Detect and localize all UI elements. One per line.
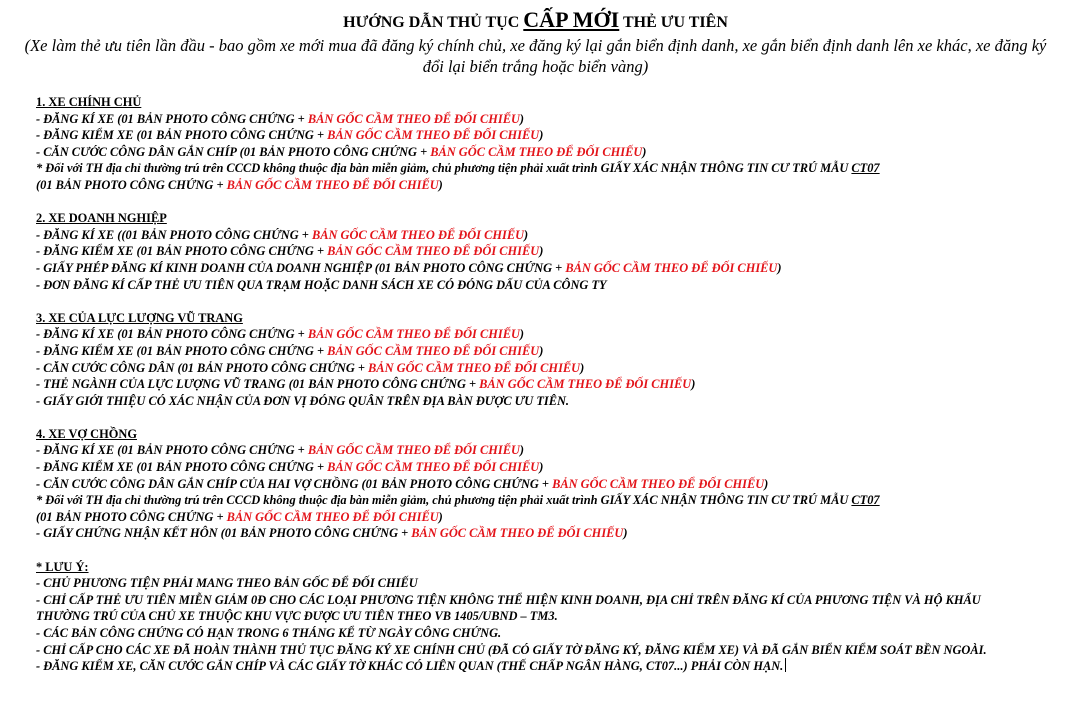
original-copy-note: BẢN GỐC CẦM THEO ĐỂ ĐỐI CHIẾU xyxy=(479,377,692,392)
section-heading-private-vehicle: 1. XE CHÍNH CHỦ xyxy=(36,95,142,109)
original-copy-note: BẢN GỐC CẦM THEO ĐỂ ĐỐI CHIẾU xyxy=(307,111,520,126)
original-copy-note: BẢN GỐC CẦM THEO ĐỂ ĐỐI CHIẾU xyxy=(411,526,624,541)
original-copy-note: BẢN GỐC CẦM THEO ĐỂ ĐỐI CHIẾU xyxy=(368,360,581,375)
close-paren: ) xyxy=(438,509,443,524)
title-after: THẺ ƯU TIÊN xyxy=(619,14,728,31)
original-copy-note: BẢN GỐC CẦM THEO ĐỂ ĐỐI CHIẾU xyxy=(565,260,778,275)
requirement-line: - GIẤY GIỚI THIỆU CÓ XÁC NHẬN CỦA ĐƠN VỊ ĐÓNG QUÂN TRÊN ĐỊA BÀN ĐƯỢC ƯU TIÊN. xyxy=(36,393,570,408)
residence-note xyxy=(36,492,1036,509)
close-paren: ) xyxy=(539,460,544,475)
requirement-line xyxy=(36,343,1036,360)
original-copy-note: BẢN GỐC CẦM THEO ĐỂ ĐỐI CHIẾU xyxy=(327,343,540,358)
notes-heading: * LƯU Ý: xyxy=(36,559,89,574)
note-line: - CHỈ CẤP THẺ ƯU TIÊN MIỄN GIẢM 0Đ CHO CÁC LOẠI PHƯƠNG TIỆN KHÔNG THỂ HIỆN KINH DOANH, ĐỊA CHỈ TRÊN ĐĂNG KÍ CỦA PHƯƠNG TIỆN VÀ HỘ KHẨU THƯỜNG TRÚ CỦA CHỦ XE THUỘC KHU VỰC ĐƯỢC ƯU TIÊN THEO VB 1405/UBND – TM3. xyxy=(36,592,981,624)
original-copy-note: BẢN GỐC CẦM THEO ĐỂ ĐỐI CHIẾU xyxy=(226,509,439,524)
requirement-text: - ĐĂNG KÍ XE (01 BẢN PHOTO CÔNG CHỨNG + xyxy=(36,327,308,342)
requirement-text: (01 BẢN PHOTO CÔNG CHỨNG + xyxy=(36,177,227,192)
requirement-line xyxy=(36,459,1036,476)
section-heading-armed-forces-vehicle: 3. XE CỦA LỰC LƯỢNG VŨ TRANG xyxy=(36,310,243,325)
note-text: - ĐĂNG KIỂM XE, CĂN CƯỚC GẮN CHÍP VÀ CÁC GIẤY TỜ KHÁC CÓ LIÊN QUAN (THẾ CHẤP NGÂN HÀNG, CT07...) PHẢI CÒN HẠN. xyxy=(36,659,784,674)
close-paren: ) xyxy=(519,443,525,458)
close-paren: ) xyxy=(764,476,769,491)
original-copy-note: BẢN GỐC CẦM THEO ĐỂ ĐỐI CHIẾU xyxy=(430,144,643,159)
document-title xyxy=(0,8,1071,35)
requirement-line xyxy=(36,525,1036,542)
document-body xyxy=(36,94,1036,675)
note-line: - CHỈ CẤP CHO CÁC XE ĐÃ HOÀN THÀNH THỦ TỤC ĐĂNG KÝ XE CHÍNH CHỦ (ĐÃ CÓ GIẤY TỜ ĐĂNG KÝ, ĐĂNG KIỂM XE) VÀ ĐÃ GẮN BIỂN KIỂM SOÁT BỀN NGOÀI. xyxy=(36,642,987,657)
original-copy-note: BẢN GỐC CẦM THEO ĐỂ ĐỐI CHIẾU xyxy=(327,460,540,475)
close-paren: ) xyxy=(777,260,782,275)
requirement-line xyxy=(36,243,1036,260)
requirement-text: - ĐĂNG KÍ XE (01 BẢN PHOTO CÔNG CHỨNG + xyxy=(36,443,308,458)
residence-note xyxy=(36,160,1036,177)
requirement-text: - ĐĂNG KÍ XE (01 BẢN PHOTO CÔNG CHỨNG + xyxy=(36,111,308,126)
original-copy-note: BẢN GỐC CẦM THEO ĐỂ ĐỐI CHIẾU xyxy=(307,327,520,342)
document-subtitle: (Xe làm thẻ ưu tiên lần đầu - bao gồm xe mới mua đã đăng ký chính chủ, xe đăng ký lại gắn biển định danh, xe gắn biển định danh lên xe khác, xe đăng ký đổi lại biển trắng hoặc biển vàng) xyxy=(24,36,1047,76)
title-emphasis: CẤP MỚI xyxy=(523,7,620,32)
note-line: - CHỦ PHƯƠNG TIỆN PHẢI MANG THEO BẢN GỐC ĐỂ ĐỐI CHIẾU xyxy=(36,576,418,591)
close-paren: ) xyxy=(519,327,525,342)
original-copy-note: BẢN GỐC CẦM THEO ĐỂ ĐỐI CHIẾU xyxy=(307,443,520,458)
note-line: - CÁC BẢN CÔNG CHỨNG CÓ HẠN TRONG 6 THÁNG KỂ TỪ NGÀY CÔNG CHỨNG. xyxy=(36,626,502,640)
requirement-text: - ĐĂNG KÍ XE ((01 BẢN PHOTO CÔNG CHỨNG + xyxy=(36,227,312,242)
title-before: HƯỚNG DẪN THỦ TỤC xyxy=(343,14,524,31)
form-code: CT07 xyxy=(851,493,880,508)
requirement-line xyxy=(36,127,1036,144)
requirement-text: - ĐĂNG KIỂM XE (01 BẢN PHOTO CÔNG CHỨNG + xyxy=(36,343,328,358)
original-copy-note: BẢN GỐC CẦM THEO ĐỂ ĐỐI CHIẾU xyxy=(327,128,540,143)
section-heading-spouse-vehicle: 4. XE VỢ CHỒNG xyxy=(36,426,137,441)
requirement-text: (01 BẢN PHOTO CÔNG CHỨNG + xyxy=(36,509,227,524)
requirement-text: - GIẤY CHỨNG NHẬN KẾT HÔN (01 BẢN PHOTO CÔNG CHỨNG + xyxy=(36,526,412,541)
close-paren: ) xyxy=(524,227,529,242)
close-paren: ) xyxy=(691,377,696,392)
requirement-text: - CĂN CƯỚC CÔNG DÂN GẮN CHÍP (01 BẢN PHOTO CÔNG CHỨNG + xyxy=(36,144,431,159)
requirement-text: - ĐĂNG KIỂM XE (01 BẢN PHOTO CÔNG CHỨNG + xyxy=(36,244,328,259)
original-copy-note: BẢN GỐC CẦM THEO ĐỂ ĐỐI CHIẾU xyxy=(552,476,765,491)
section-heading-business-vehicle: 2. XE DOANH NGHIỆP xyxy=(36,211,167,226)
close-paren: ) xyxy=(539,128,544,143)
requirement-line xyxy=(36,442,1036,459)
requirement-line xyxy=(36,177,1036,194)
note-line-last xyxy=(36,658,1036,675)
close-paren: ) xyxy=(623,526,628,541)
original-copy-note: BẢN GỐC CẦM THEO ĐỂ ĐỐI CHIẾU xyxy=(311,227,525,242)
form-code: CT07 xyxy=(851,161,880,176)
requirement-line xyxy=(36,376,1036,393)
text-cursor xyxy=(785,658,786,672)
requirement-text: - CĂN CƯỚC CÔNG DÂN (01 BẢN PHOTO CÔNG CHỨNG + xyxy=(36,360,369,375)
requirement-line xyxy=(36,144,1036,161)
requirement-text: - CĂN CƯỚC CÔNG DÂN GẮN CHÍP CỦA HAI VỢ CHỒNG (01 BẢN PHOTO CÔNG CHỨNG + xyxy=(36,476,553,491)
requirement-text: - THẺ NGÀNH CỦA LỰC LƯỢNG VŨ TRANG (01 BẢN PHOTO CÔNG CHỨNG + xyxy=(36,377,480,392)
requirement-line xyxy=(36,260,1036,277)
requirement-line: - ĐƠN ĐĂNG KÍ CẤP THẺ ƯU TIÊN QUA TRẠM HOẶC DANH SÁCH XE CÓ ĐÓNG DẤU CỦA CÔNG TY xyxy=(36,277,607,292)
original-copy-note: BẢN GỐC CẦM THEO ĐỂ ĐỐI CHIẾU xyxy=(226,177,439,192)
note-text: * Đối với TH địa chỉ thường trú trên CCCD không thuộc địa bàn miễn giảm, chủ phương tiện phải xuất trình GIẤY XÁC NHẬN THÔNG TIN CƯ TRÚ MẪU xyxy=(36,493,852,508)
requirement-line xyxy=(36,227,1036,244)
requirement-text: - ĐĂNG KIỂM XE (01 BẢN PHOTO CÔNG CHỨNG + xyxy=(36,460,328,475)
close-paren: ) xyxy=(519,111,525,126)
close-paren: ) xyxy=(438,177,443,192)
note-text: * Đối với TH địa chỉ thường trú trên CCCD không thuộc địa bàn miễn giảm, chủ phương tiện phải xuất trình GIẤY XÁC NHẬN THÔNG TIN CƯ TRÚ MẪU xyxy=(36,161,852,176)
requirement-line xyxy=(36,111,1036,128)
requirement-text: - ĐĂNG KIỂM XE (01 BẢN PHOTO CÔNG CHỨNG + xyxy=(36,128,328,143)
requirement-text: - GIẤY PHÉP ĐĂNG KÍ KINH DOANH CỦA DOANH NGHIỆP (01 BẢN PHOTO CÔNG CHỨNG + xyxy=(36,260,566,275)
requirement-line xyxy=(36,326,1036,343)
close-paren: ) xyxy=(580,360,585,375)
requirement-line xyxy=(36,476,1036,493)
original-copy-note: BẢN GỐC CẦM THEO ĐỂ ĐỐI CHIẾU xyxy=(327,244,540,259)
close-paren: ) xyxy=(539,244,544,259)
close-paren: ) xyxy=(539,343,544,358)
requirement-line xyxy=(36,509,1036,526)
requirement-line xyxy=(36,360,1036,377)
close-paren: ) xyxy=(642,144,647,159)
